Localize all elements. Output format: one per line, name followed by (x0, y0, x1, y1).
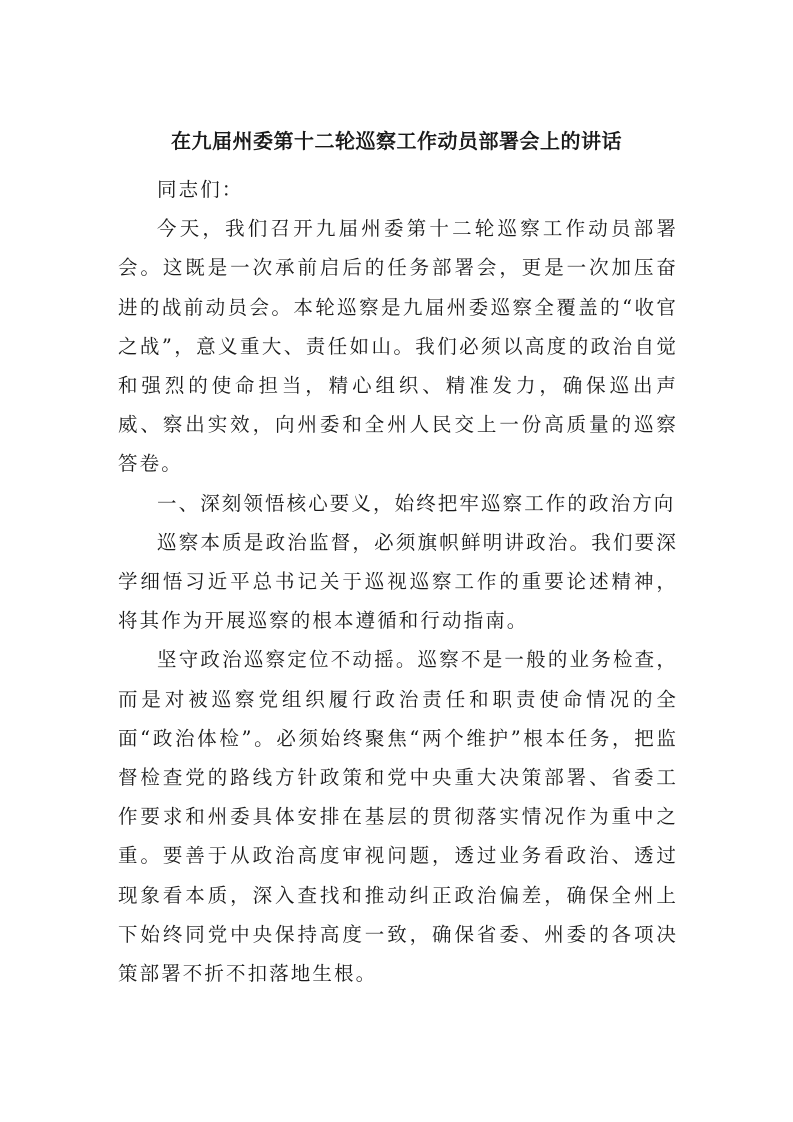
greeting-line: 同志们： (157, 178, 244, 201)
paragraph-political-supervision: 巡察本质是政治监督，必须旗帜鲜明讲政治。我们要深学细悟习近平总书记关于巡视巡察工作的重要论述精神，将其作为开展巡察的根本遵循和行动指南。 (118, 530, 678, 633)
document-title: 在九届州委第十二轮巡察工作动员部署会上的讲话 (171, 129, 622, 153)
paragraph-intro: 今天，我们召开九届州委第十二轮巡察工作动员部署会。这既是一次承前启后的任务部署会，更是一次加压奋进的战前动员会。本轮巡察是九届州委巡察全覆盖的“收官之战”，意义重大、责任如山。我们必须以高度的政治自觉和强烈的使命担当，精心组织、精准发力，确保巡出声威、察出实效，向州委和全州人民交上一份高质量的巡察答卷。 (118, 217, 678, 476)
section-heading-1: 一、深刻领悟核心要义，始终把牢巡察工作的政治方向 (157, 491, 676, 515)
paragraph-political-positioning: 坚守政治巡察定位不动摇。巡察不是一般的业务检查，而是对被巡察党组织履行政治责任和职责使命情况的全面“政治体检”。必须始终聚焦“两个维护”根本任务，把监督检查党的路线方针政策和党中央重大决策部署、省委工作要求和州委具体安排在基层的贯彻落实情况作为重中之重。要善于从政治高度审视问题，透过业务看政治、透过现象看本质，深入查找和推动纠正政治偏差，确保全州上下始终同党中央保持高度一致，确保省委、州委的各项决策部署不折不扣落地生根。 (118, 648, 678, 986)
document-body (118, 170, 678, 993)
